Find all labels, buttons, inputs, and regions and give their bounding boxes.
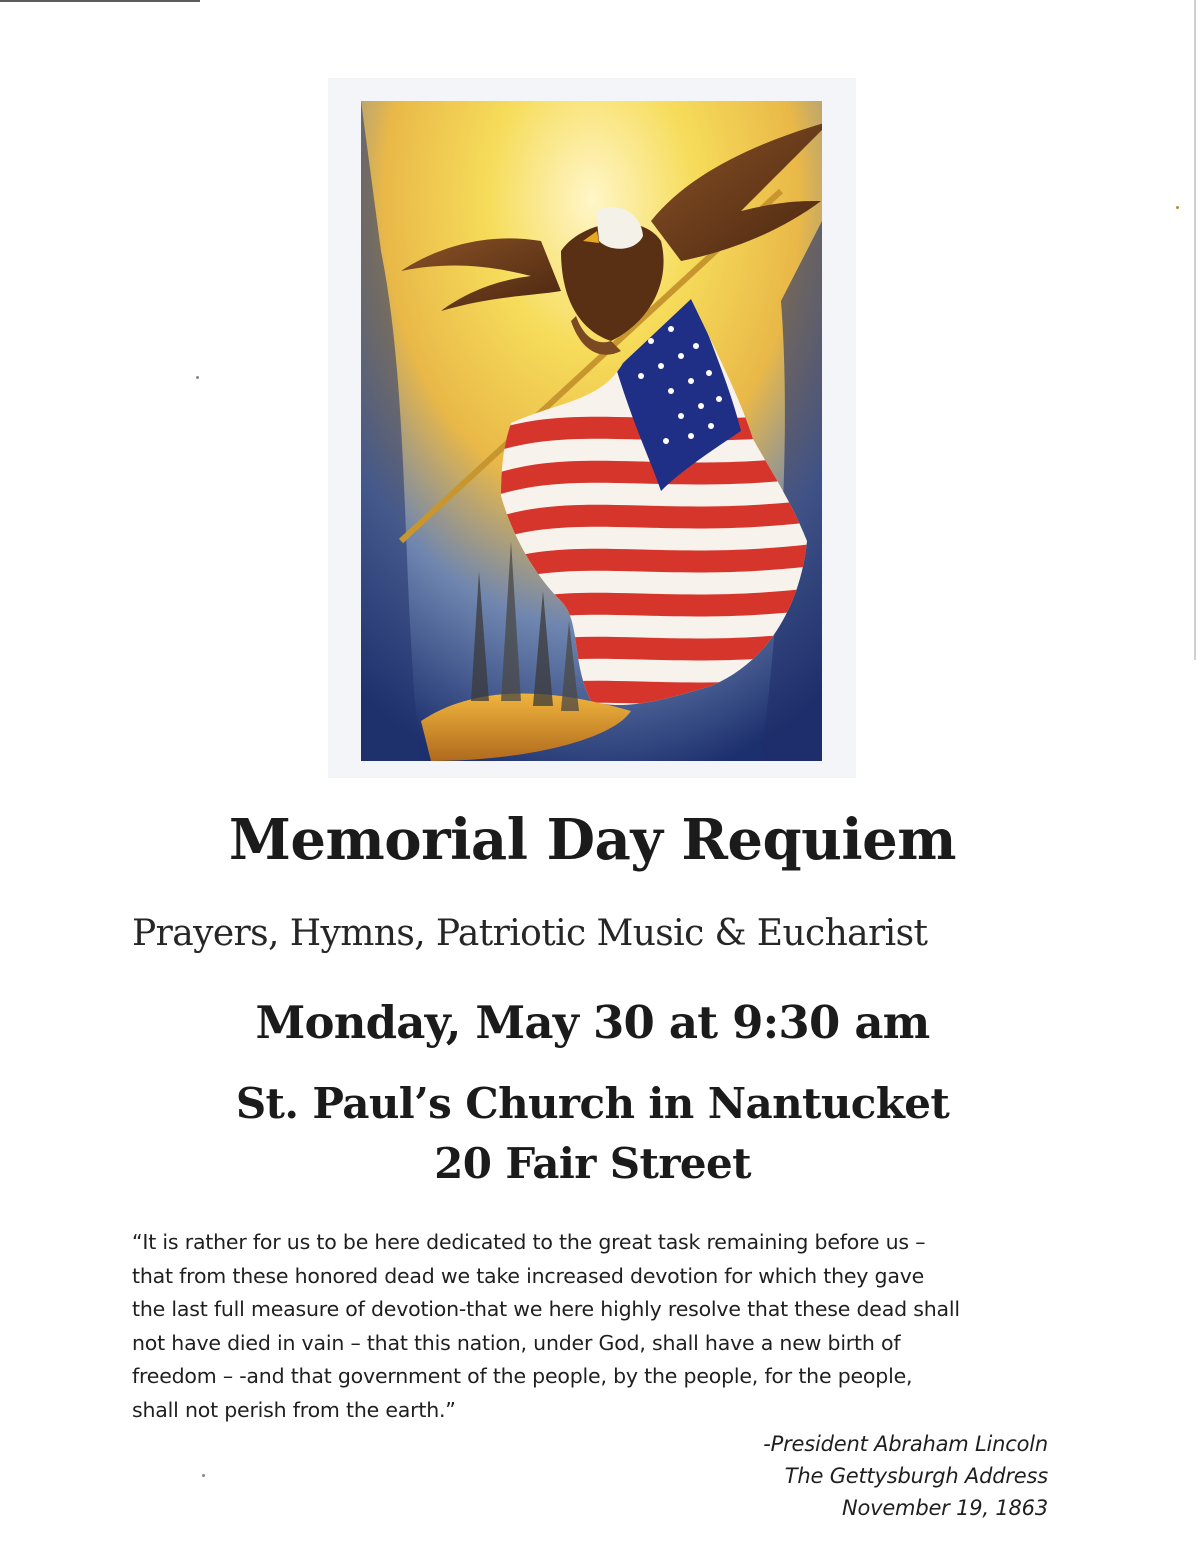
venue-name: St. Paul’s Church in Nantucket — [235, 1079, 950, 1128]
event-title: Memorial Day Requiem — [228, 807, 957, 873]
scan-speck — [1176, 206, 1179, 209]
scan-speck — [196, 376, 199, 379]
quote-line: the last full measure of devotion-that we here highly resolve that these dead shall — [132, 1297, 960, 1321]
event-datetime: Monday, May 30 at 9:30 am — [255, 996, 930, 1049]
eagle-flag-illustration — [328, 78, 856, 778]
attribution-author: -President Abraham Lincoln — [763, 1432, 1048, 1456]
quote-line: not have died in vain – that this nation, under God, shall have a new birth of — [132, 1330, 901, 1355]
attribution-work: The Gettysburgh Address — [784, 1464, 1048, 1488]
quote-line: shall not perish from the earth.” — [132, 1397, 456, 1422]
scan-edge-shadow — [1194, 0, 1196, 660]
event-venue — [0, 1074, 1185, 1194]
lincoln-quote — [132, 1226, 1072, 1427]
eagle-flag-svg — [361, 101, 822, 761]
quote-line: that from these honored dead we take increased devotion for which they gave — [132, 1263, 925, 1288]
attribution-date: November 19, 1863 — [841, 1496, 1048, 1520]
venue-address: 20 Fair Street — [434, 1139, 751, 1188]
quote-line: “It is rather for us to be here dedicated to the great task remaining before us – — [132, 1230, 926, 1254]
scan-edge-mark — [0, 0, 200, 2]
quote-line: freedom – -and that government of the people, by the people, for the people, — [132, 1364, 913, 1388]
scan-speck — [202, 1474, 205, 1477]
event-subtitle: Prayers, Hymns, Patriotic Music & Eucharist — [132, 913, 928, 954]
quote-attribution — [763, 1428, 1048, 1524]
